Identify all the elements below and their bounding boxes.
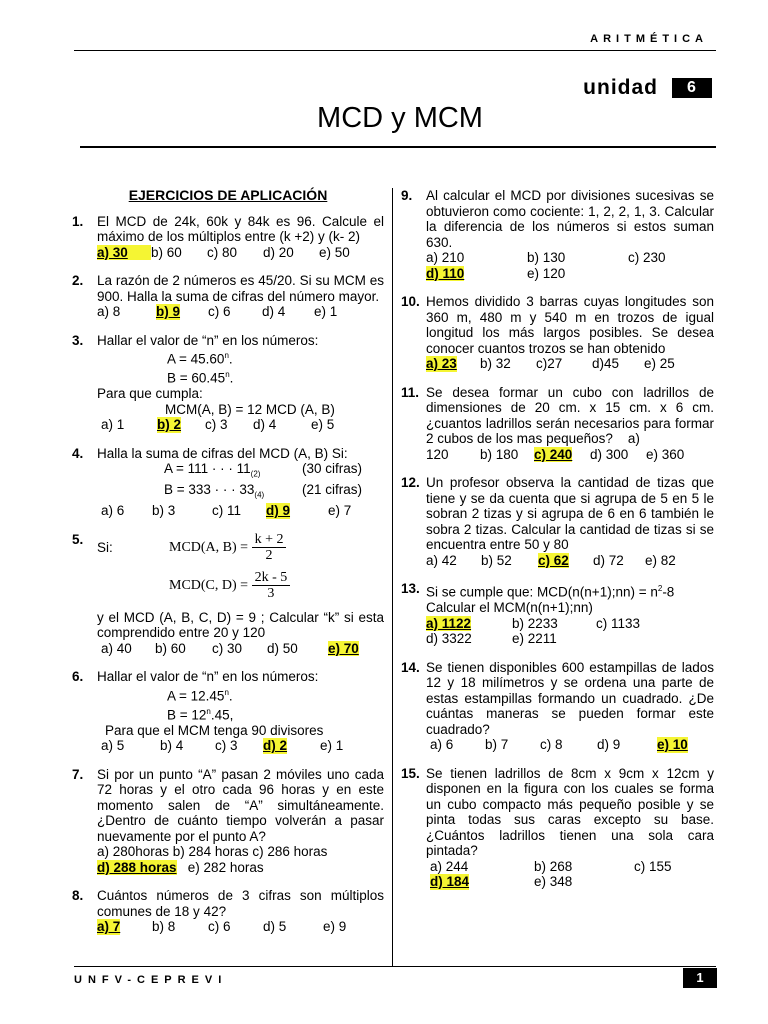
formula-b-tail: .45,: [210, 707, 234, 723]
option-e-answer: e) 10: [657, 737, 688, 752]
page-title: MCD y MCM: [317, 102, 483, 134]
denominator: 2: [265, 548, 273, 564]
digit-count: (21 cifras): [302, 482, 363, 498]
option-a-answer: a) 7: [97, 919, 121, 935]
option-b: b) 52: [481, 552, 512, 568]
option-b: b) 60: [151, 244, 182, 260]
exercise-text-line-2: Calcular el MCM(n(n+1);nn): [426, 600, 593, 615]
option-b: b) 32: [480, 356, 511, 371]
exponent: n: [225, 370, 230, 379]
section-title: EJERCICIOS DE APLICACIÓN: [128, 187, 328, 203]
fraction: [252, 532, 287, 564]
footer-rule: [74, 966, 716, 967]
options: [101, 641, 384, 657]
option-a: a) 244: [430, 858, 469, 874]
exercise-text: Se tienen disponibles 600 estampillas de lados 12 y 18 milímetros y se ordena una parte de estas estampillas formando un cuadrado. ¿De cuántas maneras se pueden formar este cuadrado?: [426, 659, 714, 737]
option-c: c) 30: [212, 640, 243, 656]
option-a-label: a): [627, 431, 640, 446]
exercise-number: 9.: [401, 188, 413, 203]
options-row-2: [426, 266, 714, 282]
base-subscript: (4): [254, 490, 265, 500]
options: [97, 245, 384, 261]
exercise-13: [401, 581, 714, 647]
option-b: b) 7: [485, 737, 509, 752]
option-e: e) 2211: [512, 631, 557, 646]
option-a: a) 6: [430, 737, 454, 752]
option-d: d) 300: [590, 446, 629, 462]
exercise-12: [401, 475, 714, 568]
exercise-text: Se tienen ladrillos de 8cm x 9cm x 12cm y disponen en la figura con los cuales se forma un cubo compacto más pequeño posible y se pinta todas sus caras excepto su base. ¿Cuántos ladrillos tienen una sola cara pintada?: [426, 765, 714, 858]
condition: Para que el MCM tenga 90 divisores: [105, 722, 324, 738]
option-d-answer: d) 184: [430, 874, 470, 889]
right-column: [401, 188, 714, 903]
option-e-answer: e) 70: [328, 640, 359, 656]
condition: MCM(A, B) = 12 MCD (A, B): [165, 401, 335, 417]
option-d: d) 3322: [426, 631, 472, 646]
condition-label: Para que cumpla:: [97, 386, 203, 401]
formula-b: $B = 60.45^n$.: [167, 370, 234, 386]
option-c: c) 11: [212, 503, 242, 519]
option-c: c) 3: [215, 738, 238, 754]
exercise-14: [401, 660, 714, 753]
exercise-3: [72, 333, 384, 433]
option-d: d) 9: [597, 737, 621, 752]
exponent: 2: [657, 584, 663, 593]
options-line-2: [97, 860, 384, 876]
column-divider: [392, 188, 393, 966]
exercise-text: Al calcular el MCD por divisiones sucesivas se obtuvieron como cociente: 1, 2, 2, 1, 3. Calcular la diferencia de los números si estos suman 630.: [426, 188, 714, 250]
exercise-number: 5.: [72, 531, 84, 547]
exponent: n: [224, 687, 229, 697]
option-b: b) 60: [155, 640, 186, 656]
options-row-1: [426, 616, 714, 632]
formula-a-text: A = 111 · · · 11: [164, 461, 251, 476]
option-b: b) 8: [152, 919, 176, 935]
formula-a: $A = 45.60^n$.: [167, 351, 233, 367]
formula-mcd-cd: [169, 570, 290, 602]
formula-lhs: MCD(C, D) =: [169, 578, 249, 594]
title-rule: [80, 146, 716, 148]
exercise-number: 1.: [72, 213, 84, 229]
option-a-answer: a) 23: [426, 356, 457, 371]
option-a: a) 42: [426, 552, 457, 568]
formula-a-text: A = 45.60: [167, 351, 225, 367]
options-row-2: [430, 874, 714, 890]
option-b: b) 2233: [512, 615, 558, 631]
option-e: e) 282 horas: [187, 859, 264, 875]
formula-mcd-ab: [169, 532, 286, 564]
exercise-11: [401, 385, 714, 463]
options-row-1: [430, 859, 714, 875]
exercise-number: 4.: [72, 445, 84, 461]
option-d: d)45: [592, 356, 620, 371]
option-a-answer: a) 1122: [426, 615, 472, 631]
option-b-answer: b) 9: [156, 304, 181, 319]
unit-label: [583, 76, 712, 100]
exercise-text: Hallar el valor de “n” en los números:: [97, 669, 319, 685]
exercise-number: 12.: [401, 475, 420, 490]
fraction-block: [97, 532, 384, 610]
option-d-answer: d) 288 horas: [97, 859, 177, 875]
option-a: a) 1: [101, 417, 125, 432]
exercise-text: La razón de 2 números es 45/20. Si su MCM es 900. Halla la suma de cifras del número mayor.: [97, 273, 384, 304]
option-a: a) 6: [101, 503, 125, 519]
exercise-text-body: Se desea formar un cubo con ladrillos de dimensiones de 20 cm. x 15 cm. x 6 cm. ¿cuantos ladrillos serán necesarios para formar 2 cubos de los mas pequeños?: [426, 384, 714, 446]
option-c: c) 155: [634, 858, 672, 874]
exercise-text: Hemos dividido 3 barras cuyas longitudes son 360 m, 480 m y 540 m en trozos de igual longitud los más largos posibles. Se desea conocer cuantos trozos se han obtenido: [426, 294, 714, 356]
option-e: e) 1: [320, 738, 344, 754]
option-e: e) 82: [645, 552, 676, 568]
exponent: n: [206, 706, 211, 716]
exercise-2: [72, 273, 384, 320]
formula-b-text: B = 60.45: [167, 370, 226, 386]
si-label: Si:: [97, 539, 113, 555]
options-row-2: [426, 631, 714, 647]
options: [101, 503, 384, 519]
exercise-number: 10.: [401, 294, 420, 309]
option-d-answer: d) 2: [263, 738, 288, 754]
option-d: d) 4: [262, 304, 286, 319]
formula-b: [97, 482, 384, 503]
option-d-answer: d) 9: [266, 503, 291, 519]
left-column: [72, 188, 384, 948]
options: [426, 553, 714, 569]
options: [426, 447, 714, 463]
option-e: e) 7: [328, 503, 352, 519]
options: [426, 356, 714, 372]
option-d: d) 4: [253, 417, 277, 432]
option-c: c) 8: [540, 737, 563, 752]
exercise-8: [72, 888, 384, 935]
option-c: c)27: [536, 356, 563, 371]
exercise-number: 15.: [401, 765, 420, 781]
option-b: b) 180: [480, 446, 519, 462]
option-a: a) 210: [426, 250, 465, 265]
top-rule: [74, 50, 716, 51]
options-line-1: a) 280horas b) 284 horas c) 286 horas: [97, 844, 328, 860]
exercise-number: 11.: [401, 384, 420, 400]
option-d: d) 20: [263, 244, 294, 260]
option-b-answer: b) 2: [157, 417, 182, 432]
exercise-text: y el MCD (A, B, C, D) = 9 ; Calcular “k” si esta comprendido entre 20 y 120: [97, 609, 384, 641]
option-e: e) 5: [311, 417, 335, 432]
option-c: c) 3: [205, 417, 228, 432]
option-c: c) 230: [628, 250, 666, 265]
option-e: e) 25: [644, 356, 675, 371]
option-e: e) 50: [319, 244, 350, 260]
exercise-text: Cuántos números de 3 cifras son múltiplos comunes de 18 y 42?: [97, 888, 384, 919]
formula-lhs: MCD(A, B) =: [169, 540, 249, 556]
exercise-15: [401, 766, 714, 890]
option-a-answer: a) 30: [97, 245, 151, 261]
numerator: k + 2: [252, 532, 287, 549]
option-d: d) 5: [263, 919, 287, 935]
options: [101, 738, 384, 754]
options: [101, 417, 384, 433]
exercise-text: Hallar el valor de “n” en los números:: [97, 332, 319, 348]
formula-a: [97, 461, 384, 482]
option-d-answer: d) 110: [426, 265, 465, 281]
option-c: c) 1133: [596, 615, 641, 631]
formula-a: $A = 12.45^n$.: [167, 687, 233, 704]
exercise-4: [72, 446, 384, 519]
option-c-answer: c) 62: [538, 552, 569, 568]
option-c: c) 6: [208, 304, 231, 319]
option-e: e) 120: [527, 265, 566, 281]
denominator: 3: [267, 586, 275, 602]
exercise-number: 14.: [401, 659, 420, 675]
exercise-number: 7.: [72, 766, 84, 782]
exercise-text: El MCD de 24k, 60k y 84k es 96. Calcule el máximo de los múltiplos entre (k +2) y (k- 2): [97, 213, 384, 244]
exercise-9: [401, 188, 714, 281]
option-d: d) 72: [593, 552, 624, 568]
option-b: b) 3: [152, 503, 176, 519]
fraction: [252, 570, 291, 602]
digit-count: (30 cifras): [302, 461, 363, 476]
exercise-number: 6.: [72, 669, 84, 685]
exercise-text: Si por un punto “A” pasan 2 móviles uno cada 72 horas y el otro cada 96 horas y en este momento salen de “A” simultáneamente. ¿Dentro de cuánto tiempo volverán a pasar nuevamente por el punto A?: [97, 766, 384, 844]
option-e: e) 360: [646, 446, 685, 462]
exercise-7: [72, 767, 384, 876]
exercise-1: [72, 214, 384, 261]
formula-b-text: B = 12: [167, 707, 207, 723]
exercise-text: Halla la suma de cifras del MCD (A, B) Si:: [97, 445, 348, 461]
exercise-number: 3.: [72, 332, 84, 348]
option-e: e) 348: [534, 874, 573, 889]
option-c: c) 6: [208, 919, 231, 935]
option-a: a) 8: [97, 304, 121, 319]
option-a: a) 5: [101, 738, 125, 754]
exercise-text: Un profesor observa la cantidad de tizas que tiene y se da cuenta que si agrupa de 5 en 5 le sobran 2 tizas y si agrupa de 6 en 6 también le sobra 2 tizas. Calcular la cantidad de tizas si se encuentra entre 50 y 80: [426, 475, 714, 552]
formula-a-text: A = 12.45: [167, 688, 225, 704]
exercise-text: [426, 385, 714, 447]
option-d: d) 50: [267, 640, 298, 656]
option-b: b) 4: [160, 738, 184, 754]
option-b: b) 130: [527, 250, 566, 265]
unit-number-badge: 6: [672, 78, 712, 98]
numerator: 2k - 5: [252, 570, 291, 587]
formula-b: [97, 704, 384, 723]
option-e: e) 1: [314, 304, 338, 319]
footer-label: UNFV-CEPREVI: [74, 974, 228, 986]
option-c-answer: c) 240: [534, 446, 573, 462]
exercise-6: [72, 669, 384, 754]
options: [430, 737, 714, 753]
exercise-text-line-1: [426, 581, 714, 600]
option-a: a) 40: [101, 640, 132, 656]
exercise-number: 13.: [401, 581, 420, 596]
option-e: e) 9: [323, 919, 347, 935]
unit-label-text: unidad: [583, 76, 658, 99]
option-c: c) 80: [207, 244, 238, 260]
options-row-1: [426, 250, 714, 266]
exercise-number: 2.: [72, 273, 84, 288]
exercise-number: 8.: [72, 888, 84, 904]
option-b: b) 268: [534, 858, 573, 874]
base-subscript: (2): [250, 469, 261, 479]
options: [97, 919, 384, 935]
page-number: 1: [683, 968, 717, 988]
exercise-10: [401, 294, 714, 372]
options: [97, 304, 384, 320]
condition-tail: -8: [662, 584, 675, 600]
exponent: n: [224, 351, 229, 360]
condition-text: Si se cumple que: MCD(n(n+1);nn) = n: [426, 584, 658, 600]
exercise-5: [72, 532, 384, 657]
course-header: ARITMÉTICA: [590, 33, 708, 45]
option-a-value: 120: [426, 446, 449, 462]
formula-b-text: B = 333 · · · 33: [164, 482, 255, 498]
